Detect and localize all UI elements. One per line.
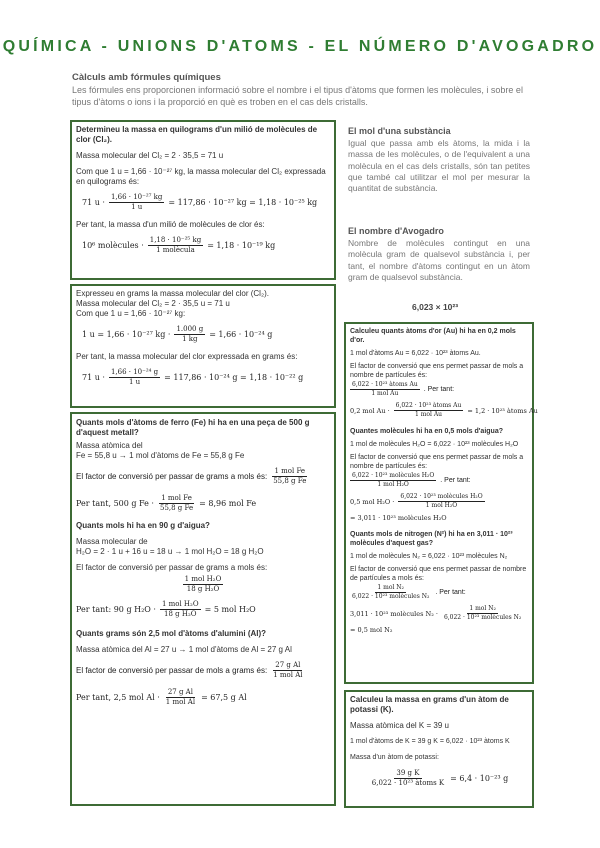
box3-q3-factor (76, 661, 330, 680)
box4-q3-l1: 1 mol de molècules N₂ = 6,022 · 10²³ molècules N₂ (350, 553, 508, 560)
eq-right: = 1,66 · 10⁻²⁴ g (209, 330, 273, 339)
fraction (109, 368, 160, 387)
numerator: 1,66 · 10⁻²⁴ g (110, 368, 159, 376)
box-chlorine-kg (70, 120, 336, 280)
eq-left: 10⁶ molècules · (82, 241, 144, 250)
fraction (174, 325, 205, 344)
box1-mass-line: Massa molecular del Cl₂ = 2 · 35,5 = 71 u (76, 151, 224, 160)
box3-q2-l3: El factor de conversió per passar de grams a mols és: (76, 563, 268, 572)
box4-q1-l1: 1 mol d'àtoms Au = 6,022 · 10²³ àtoms Au. (350, 350, 481, 357)
box5-question: Calculeu la massa en grams d'un àtom de potassi (K). (350, 695, 509, 714)
eq-left: 71 u · (82, 198, 105, 207)
numerator: 1 mol N₂ (377, 584, 404, 591)
fraction (183, 575, 224, 594)
fraction (164, 688, 197, 707)
page-title: QUÍMICA - UNIONS D'ATOMS - EL NÚMERO D'AVOGADRO (2, 38, 598, 55)
denominator: 18 g H₂O (164, 610, 197, 618)
numerator: 27 g Al (275, 661, 301, 669)
denominator: 1 molècula (156, 246, 195, 254)
fraction (109, 193, 164, 212)
box4-q2-factor (350, 472, 528, 489)
fraction (442, 605, 523, 622)
box3-q2: Quants mols hi ha en 90 g d'aigua? (76, 521, 210, 530)
numerator: 1 mol H₂O (184, 575, 222, 583)
box4-q1-eq (350, 402, 538, 419)
eq-left: Per tant, 2,5 mol Al · (76, 693, 160, 702)
fraction (271, 467, 308, 486)
box4-q2-eq (350, 493, 528, 522)
fraction (271, 661, 304, 680)
eq-left: 0,2 mol Au · (350, 406, 390, 415)
box1-question: Determineu la massa en quilograms d'un milió de molècules de clor (Cl₂). (76, 125, 318, 144)
factor-text: El factor de conversió per passar de grams a mols és: (76, 472, 268, 481)
box5-l1: Massa atòmica del K = 39 u (350, 721, 449, 730)
box3-q3-eq (76, 688, 330, 707)
numerator: 6,022 · 10²³ molècules H₂O (400, 493, 483, 500)
box3-q2-eq (76, 600, 330, 619)
box2-eq2 (82, 368, 330, 387)
eq-left: 0,5 mol H₂O · (350, 497, 395, 506)
box4-q2: Quantes molècules hi ha en 0,5 mols d'aigua? (350, 428, 503, 435)
tail-text: . Per tant: (440, 477, 471, 484)
fraction (158, 494, 195, 513)
box2-therefore: Per tant, la massa molecular del clor expressada en grams és: (76, 352, 298, 361)
numerator: 6,022 · 10²³ molècules H₂O (352, 472, 435, 479)
box4-q2-l1: 1 mol de molècules H₂O = 6,022 · 10²³ molècules H₂O (350, 441, 519, 448)
numerator: 1 mol Fe (161, 494, 192, 502)
box4-q1-l2: El factor de conversió que ens permet passar de mols a nombre de partícules és: (350, 363, 524, 379)
numerator: 27 g Al (167, 688, 193, 696)
eq-right: = 117,86 · 10⁻²⁷ kg = 1,18 · 10⁻²⁵ kg (168, 198, 318, 207)
box3-q3: Quants grams són 2,5 mol d'àtoms d'alumini (Al)? (76, 629, 267, 638)
fraction (398, 493, 484, 510)
denominator: 6,022 · 10²³ molècules N₂ (443, 614, 522, 621)
box4-q1: Calculeu quants àtoms d'or (Au) hi ha en 0,2 mols d'or. (350, 328, 516, 344)
denominator: 6,022 · 10²³ àtoms K (371, 779, 445, 787)
fraction (370, 769, 446, 788)
box5-l2: 1 mol d'àtoms de K = 39 g K = 6,022 · 10²³ àtoms K (350, 738, 510, 745)
eq-left: 1 u = 1,66 · 10⁻²⁷ kg · (82, 330, 171, 339)
numerator: 1,66 · 10⁻²⁷ kg (110, 193, 163, 201)
factor-text: El factor de conversió per passar de mols a grams és: (76, 666, 268, 675)
side-heading-avogadro: El nombre d'Avogadro (348, 226, 444, 236)
eq-left: Per tant, 500 g Fe · (76, 499, 154, 508)
denominator: 1 mol Au (414, 411, 443, 418)
intro-text: Les fórmules ens proporcionen informació sobre el nombre i el tipus d'àtoms que formen les molècules, i sobre el tipus d'àtoms o ions i la proporció en què es troben en el cas dels cristalls. (72, 85, 523, 107)
fraction (350, 472, 436, 489)
box5-l3: Massa d'un àtom de potassi: (350, 754, 439, 761)
numerator: 39 g K (396, 769, 420, 777)
box5-eq (350, 769, 528, 788)
box2-eq1 (82, 325, 330, 344)
tail-text: . Per tant: (435, 589, 466, 596)
box4-q2-l2: El factor de conversió que ens permet passar de mols a nombre de partícules és: (350, 454, 524, 470)
denominator: 1 u (131, 203, 143, 211)
box4-q3: Quants mols de nitrogen (N²) hi ha en 3,011 · 10²³ molècules d'aquest gas? (350, 531, 513, 547)
box1-eq1 (82, 193, 330, 212)
numerator: 6,022 · 10²³ àtoms Au (352, 381, 418, 388)
box4-q3-factor (350, 584, 528, 601)
box3-q3-l1: Massa atòmica del Al = 27 u → 1 mol d'àtoms de Al = 27 g Al (76, 645, 292, 654)
numerator: 6,022 · 10²³ àtoms Au (395, 402, 462, 409)
box1-eq2 (82, 236, 330, 255)
denominator: 55,8 g Fe (273, 477, 307, 485)
box3-q1: Quants mols d'àtoms de ferro (Fe) hi ha en una peça de 500 g d'aquest metall? (76, 418, 310, 437)
box-moles-grams (70, 412, 336, 806)
eq-left: Per tant: 90 g H₂O · (76, 605, 156, 614)
tail-text: . Per tant: (423, 386, 455, 393)
denominator: 1 mol Au (371, 390, 399, 397)
side-text-avogadro: Nombre de molècules contingut en una molècula gram de qualsevol substància i, per tant, el nombre d'àtoms contingut en un àtom gram de qualsevol substància. (348, 238, 530, 282)
denominator: 1 mol Al (273, 671, 303, 679)
denominator: 18 g H₂O (186, 585, 220, 593)
fraction (350, 584, 431, 601)
numerator: 1.000 g (176, 325, 204, 333)
eq-right: = 67,5 g Al (201, 693, 247, 702)
numerator: 1,18 · 10⁻²⁵ kg (149, 236, 202, 244)
box3-q1-eq (76, 494, 330, 513)
numerator: 1 mol N₂ (469, 605, 496, 612)
numerator: 1 mol H₂O (161, 600, 199, 608)
denominator: 1 mol H₂O (425, 502, 458, 509)
denominator: 1 mol Al (165, 698, 196, 706)
eq-right: = 3,011 · 10²³ molècules H₂O (350, 514, 447, 522)
eq-right: = 5 mol H₂O (204, 605, 256, 614)
box1-therefore: Per tant, la massa d'un milió de molècules de clor és: (76, 220, 265, 229)
eq-right: = 0,5 mol N₂ (350, 626, 393, 634)
eq-right: = 6,4 · 10⁻²³ g (450, 774, 509, 783)
intro-heading: Càlculs amb fórmules químiques (72, 72, 221, 83)
denominator: 6,022 · 10²³ molècules N₂ (352, 593, 430, 600)
denominator: 1 u (128, 378, 141, 386)
box2-question: Expresseu en grams la massa molecular del clor (Cl₂). (76, 289, 269, 298)
denominator: 1 mol H₂O (377, 481, 409, 488)
box-potassium (344, 690, 534, 808)
box1-conv-line: Com que 1 u = 1,66 · 10⁻²⁷ kg, la massa molecular del Cl₂ expressada en quilograms és: (76, 167, 326, 186)
box-chlorine-g (70, 284, 336, 408)
box3-q2-l1: Massa molecular de (76, 537, 148, 546)
eq-right: = 117,86 · 10⁻²⁴ g = 1,18 · 10⁻²² g (164, 373, 304, 382)
side-heading-mol: El mol d'una substància (348, 126, 451, 136)
eq-left: 3,011 · 10²³ molècules N₂ · (350, 609, 438, 618)
fraction (160, 600, 201, 619)
box3-q1-l1: Massa atòmica del (76, 441, 143, 450)
denominator: 55,8 g Fe (159, 504, 194, 512)
fraction (350, 381, 420, 398)
box-particles (344, 322, 538, 684)
box4-q1-factor (350, 381, 528, 398)
box3-q1-l2: Fe = 55,8 u → 1 mol d'àtoms de Fe = 55,8 g Fe (76, 451, 245, 460)
eq-left: 71 u · (82, 373, 105, 382)
box2-conv-line: Com que 1 u = 1,66 · 10⁻²⁷ kg: (76, 309, 186, 318)
numerator: 1 mol Fe (274, 467, 306, 475)
box3-q2-l2: H₂O = 2 · 1 u + 16 u = 18 u → 1 mol H₂O = 18 g H₂O (76, 547, 264, 556)
eq-right: = 1,2 · 10²³ àtoms Au (467, 406, 538, 415)
box4-q3-eq (350, 605, 528, 634)
box2-mass-line: Massa molecular del Cl₂ = 2 · 35,5 u = 71 u (76, 299, 230, 308)
box4-q3-l2: El factor de conversió que ens permet passar de nombre de partícules a mols és: (350, 566, 527, 582)
avogadro-constant: 6,023 × 10²³ (412, 302, 459, 312)
fraction (394, 402, 464, 419)
box3-q2-factor (76, 575, 330, 594)
eq-right: = 1,18 · 10⁻¹⁹ kg (207, 241, 276, 250)
box3-q1-factor (76, 467, 330, 486)
side-text-mol: Igual que passa amb els àtoms, la mida i la massa de les molècules, o de l'equivalent a una molècula en el cas dels cristalls, són tan petites que també cal utilitzar el mol per mesurar la quantitat de substància. (348, 138, 530, 194)
fraction (148, 236, 203, 255)
eq-right: = 8,96 mol Fe (199, 499, 257, 508)
denominator: 1 kg (182, 335, 198, 343)
